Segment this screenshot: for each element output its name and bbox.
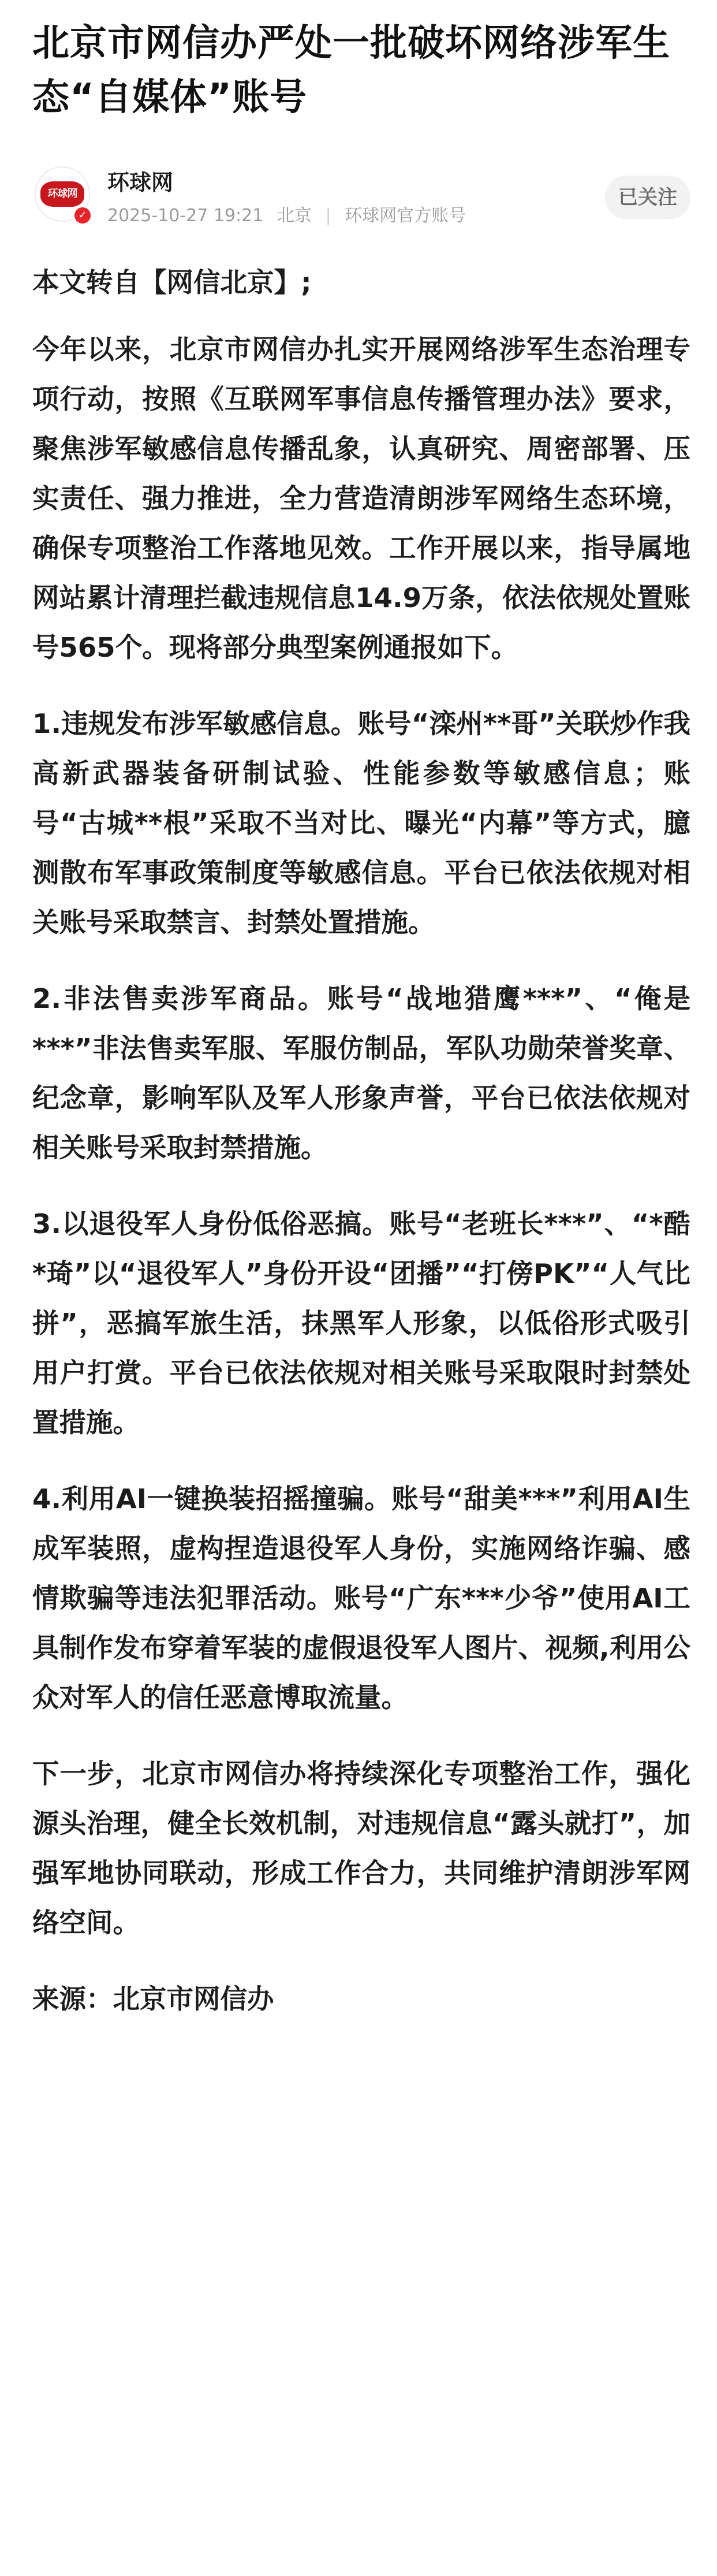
article-paragraph: 3.以退役军人身份低俗恶搞。账号“老班长***”、“*酷*琦”以“退役军人”身份开设“团播”“打傍PK”“人气比拼”，恶搞军旅生活，抹黑军人形象，以低俗形式吸引用户打赏。平台已依法依规对相关账号采取限时封禁处置措施。 — [32, 1208, 690, 1438]
author-name[interactable]: 环球网 — [107, 170, 174, 195]
article-title: 北京市网信办严处一批破坏网络涉军生态“自媒体”账号 — [32, 22, 670, 119]
article-paragraph: 本文转自【网信北京】; — [32, 267, 312, 298]
article-source: 来源：北京市网信办 — [32, 1983, 274, 2015]
article-body — [32, 258, 690, 2024]
author-bar — [32, 155, 690, 241]
avatar-logo: 环球网 — [40, 181, 84, 207]
article-paragraph: 4.利用AI一键换装招摇撞骗。账号“甜美***”利用AI生成军装照，虚构捏造退役军人身份，实施网络诈骗、感情欺骗等违法犯罪活动。账号“广东***少爷”使用AI工具制作发布穿着军装的虚假退役军人图片、视频,利用公众对军人的信任恶意博取流量。 — [32, 1483, 690, 1713]
article-paragraph: 2.非法售卖涉军商品。账号“战地猎鹰***”、“俺是***”非法售卖军服、军服仿制品，军队功勋荣誉奖章、纪念章，影响军队及军人形象声誉，平台已依法依规对相关账号采取封禁措施。 — [32, 983, 690, 1163]
follow-button[interactable]: 已关注 — [605, 176, 690, 219]
article-paragraph: 下一步，北京市网信办将持续深化专项整治工作，强化源头治理，健全长效机制，对违规信息“露头就打”，加强军地协同联动，形成工作合力，共同维护清朗涉军网络空间。 — [32, 1758, 690, 1938]
verified-badge-icon: ✓ — [73, 206, 92, 225]
publish-date: 2025-10-27 19:21 — [107, 206, 264, 226]
author-meta — [107, 204, 474, 228]
account-type: 环球网官方账号 — [345, 206, 466, 226]
article-paragraph: 今年以来，北京市网信办扎实开展网络涉军生态治理专项行动，按照《互联网军事信息传播管理办法》要求，聚焦涉军敏感信息传播乱象，认真研究、周密部署、压实责任、强力推进，全力营造清朗涉军网络生态环境，确保专项整治工作落地见效。工作开展以来，指导属地网站累计清理拦截违规信息14.9万条，依法依规处置账号565个。现将部分典型案例通报如下。 — [32, 334, 690, 663]
article-paragraph: 1.违规发布涉军敏感信息。账号“滦州**哥”关联炒作我高新武器装备研制试验、性能参数等敏感信息；账号“古城**根”采取不当对比、曝光“内幕”等方式，臆测散布军事政策制度等敏感信息。平台已依法依规对相关账号采取禁言、封禁处置措施。 — [32, 708, 690, 938]
publish-location: 北京 — [277, 206, 312, 226]
meta-divider: | — [325, 206, 331, 226]
